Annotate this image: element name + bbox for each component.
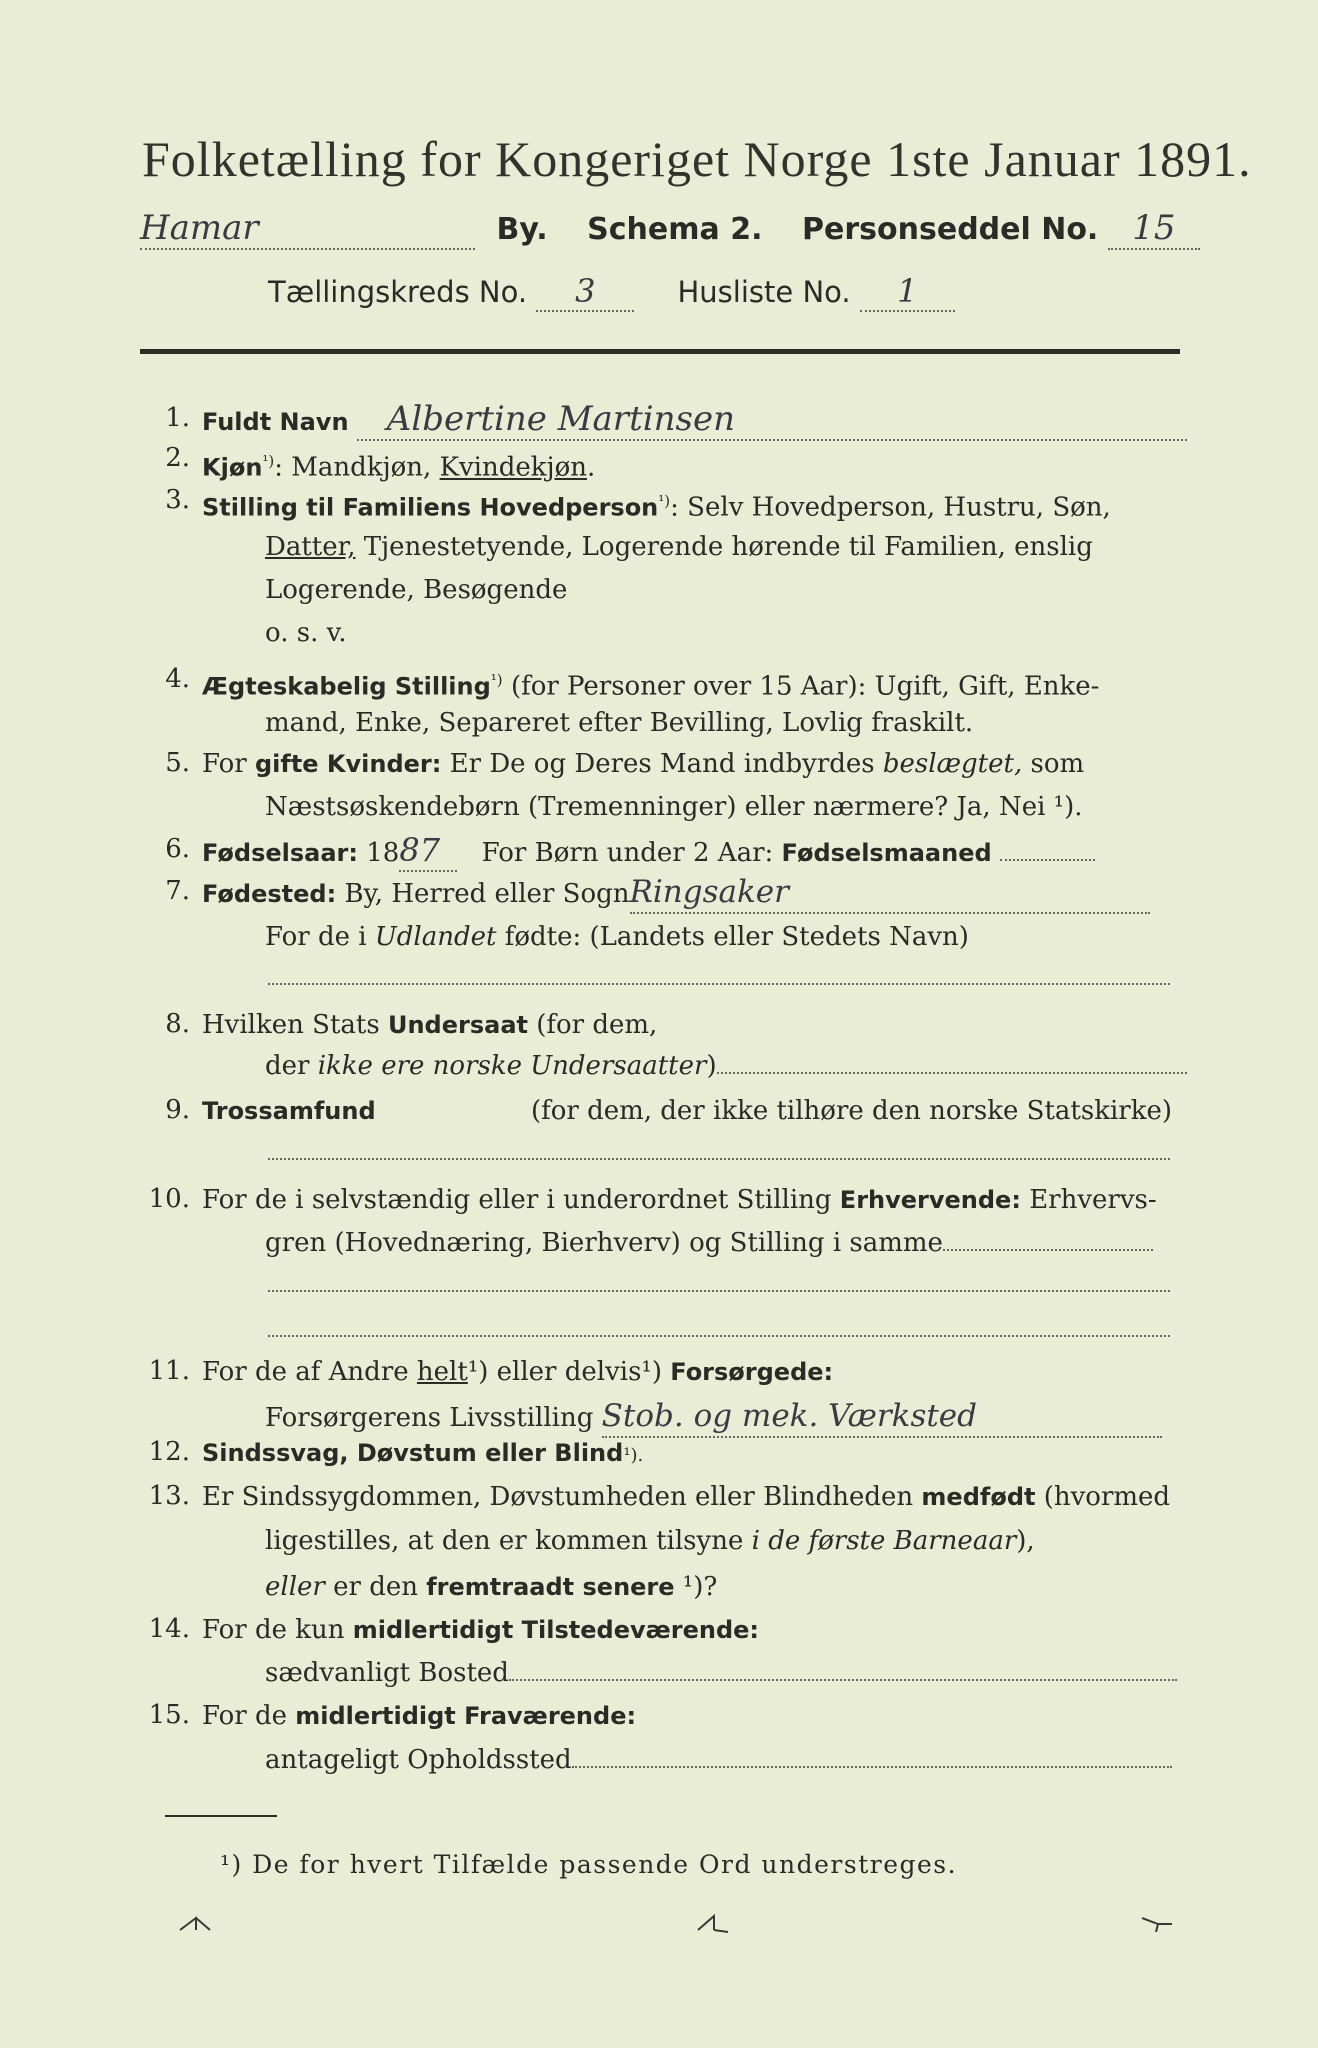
q3-line4: o. s. v. xyxy=(265,618,347,648)
q3-datter-underlined: Datter, xyxy=(265,532,356,562)
q9-blank-line xyxy=(268,1158,1170,1160)
schema-label: Schema 2. xyxy=(587,212,763,247)
taellingskreds-number: 3 xyxy=(536,272,634,312)
q10-line1-c: Erhvervs- xyxy=(1020,1185,1157,1215)
q13-number: 13. xyxy=(148,1481,190,1511)
q8-line1-c: (for dem, xyxy=(527,1010,658,1040)
q10-line1-b: Erhvervende: xyxy=(839,1186,1021,1214)
q12-row xyxy=(202,1433,643,1476)
q13-line3-italic: eller xyxy=(265,1572,325,1602)
q6-text-b: For Børn under 2 Aar: xyxy=(481,838,774,868)
q7-answer: Ringsaker xyxy=(630,872,1150,914)
q4-label: Ægteskabelig Stilling xyxy=(202,672,491,701)
q9-label: Trossamfund xyxy=(202,1097,376,1125)
q10-number: 10. xyxy=(148,1184,190,1214)
q14-line2-text: sædvanligt Bosted xyxy=(265,1658,509,1688)
q12-label: Sindssvag, Døvstum eller Blind xyxy=(202,1439,624,1467)
registration-mark-right xyxy=(1138,1912,1178,1936)
q13-line1-b: medfødt xyxy=(921,1483,1036,1511)
q6-prefix: 18 xyxy=(366,838,400,868)
q15-number: 15. xyxy=(148,1700,190,1730)
q7-number: 7. xyxy=(165,876,190,906)
q10-line2-text: gren (Hovednæring, Bierhverv) og Stilling i samme xyxy=(265,1228,943,1258)
q4-line1-rest: (for Personer over 15 Aar): Ugift, Gift, Enke- xyxy=(510,671,1100,702)
q7-line2-b: fødte: (Landets eller Stedets Navn) xyxy=(496,922,969,952)
q5-label-b: gifte Kvinder: xyxy=(254,750,442,778)
city-name: Hamar xyxy=(140,208,259,248)
q13-line1 xyxy=(202,1477,1170,1517)
q6-year: 87 xyxy=(399,830,457,872)
personseddel-label: Personseddel No. xyxy=(802,212,1099,247)
q6-month-field xyxy=(1000,859,1095,861)
q3-line2 xyxy=(265,527,1093,567)
footnote: ¹) De for hvert Tilfælde passende Ord understreges. xyxy=(220,1850,958,1879)
q10-line2 xyxy=(265,1223,1153,1263)
q5-label-a: For xyxy=(202,749,255,779)
q13-line1-a: Er Sindssygdommen, Døvstumheden eller Blindheden xyxy=(202,1482,922,1512)
q8-line1-a: Hvilken Stats xyxy=(202,1010,388,1040)
q15-line1-b: midlertidigt Fraværende: xyxy=(295,1702,637,1730)
q7-line2 xyxy=(265,917,969,957)
husliste-label: Husliste No. xyxy=(677,275,851,309)
q7-text-a: By, Herred eller Sogn xyxy=(344,879,630,909)
q8-line2 xyxy=(265,1046,1187,1086)
q4-line2: mand, Enke, Separeret efter Bevilling, Lovlig fraskilt. xyxy=(265,708,974,738)
q8-line2-italic: ikke ere norske Undersaatter xyxy=(317,1051,707,1081)
q11-line1 xyxy=(202,1352,833,1392)
q11-line1-a: For de af Andre xyxy=(202,1357,417,1387)
q5-line2: Næstsøskendebørn (Tremenninger) eller nærmere? Ja, Nei ¹). xyxy=(265,792,1083,822)
q14-line1-b: midlertidigt Tilstedeværende: xyxy=(352,1616,760,1644)
q11-answer: Stob. og mek. Værksted xyxy=(602,1396,1162,1438)
husliste-number: 1 xyxy=(860,272,955,312)
q1-row xyxy=(202,399,1187,442)
q5-number: 5. xyxy=(165,748,190,778)
q14-line1-a: For de kun xyxy=(202,1615,353,1645)
q11-line1-c: Forsørgede: xyxy=(670,1358,834,1386)
q13-line3-c: ¹)? xyxy=(674,1572,718,1602)
q13-line3-a: er den xyxy=(324,1572,427,1602)
q1-label: Fuldt Navn xyxy=(202,408,349,436)
personseddel-number: 15 xyxy=(1108,208,1200,250)
q11-line2 xyxy=(265,1396,1162,1438)
q2-sup: ¹) xyxy=(262,452,275,470)
q6-number: 6. xyxy=(165,834,190,864)
form-title: Folketælling for Kongeriget Norge 1ste Januar 1891. xyxy=(142,131,1252,187)
q11-helt-underlined: helt xyxy=(416,1357,468,1387)
q7-line2-italic: Udlandet xyxy=(374,922,497,952)
q10-field xyxy=(943,1249,1153,1251)
registration-mark-center xyxy=(694,1910,734,1936)
by-label: By. xyxy=(496,212,548,247)
header-row xyxy=(140,208,1200,250)
registration-mark-left xyxy=(176,1912,216,1936)
q9-line1 xyxy=(202,1091,1172,1131)
q6-label-b: Fødselsmaaned xyxy=(781,839,992,867)
q6-label: Fødselsaar: xyxy=(202,839,358,867)
q2-kvindekjon-underlined: Kvindekjøn xyxy=(439,452,587,483)
footnote-rule xyxy=(165,1815,277,1817)
q2-number: 2. xyxy=(165,443,190,473)
q8-number: 8. xyxy=(165,1009,190,1039)
q13-line2-b: ), xyxy=(1016,1526,1035,1556)
q14-field xyxy=(509,1679,1177,1681)
q11-line2-text: Forsørgerens Livsstilling xyxy=(265,1403,594,1433)
q13-line3 xyxy=(265,1567,717,1607)
q1-answer: Albertine Martinsen xyxy=(357,399,1187,441)
q14-line2 xyxy=(265,1653,1177,1693)
q4-sup: ¹) xyxy=(490,671,503,689)
q7-line1 xyxy=(202,872,1150,914)
q13-line3-b: fremtraadt senere xyxy=(426,1573,675,1601)
q13-line2 xyxy=(265,1521,1035,1561)
q12-sup: ¹). xyxy=(623,1445,644,1466)
q2-text-c: . xyxy=(586,452,596,483)
q14-number: 14. xyxy=(148,1614,190,1644)
district-row xyxy=(268,272,955,312)
q10-blank-line-1 xyxy=(268,1290,1170,1292)
q4-line1 xyxy=(202,660,1099,707)
header-rule xyxy=(140,349,1180,354)
q10-line1 xyxy=(202,1180,1157,1220)
q5-line1-end: som xyxy=(1022,749,1085,779)
q5-line1-rest: Er De og Deres Mand indbyrdes xyxy=(441,749,883,779)
q15-line2-text: antageligt Opholdssted xyxy=(265,1745,572,1775)
q13-line2-a: ligestilles, at den er kommen tilsyne xyxy=(265,1526,752,1556)
q13-line1-c: (hvormed xyxy=(1035,1482,1171,1512)
q2-text-a: : Mandkjøn, xyxy=(274,452,440,483)
q3-line1-rest: : Selv Hovedperson, Hustru, Søn, xyxy=(670,492,1111,523)
q14-line1 xyxy=(202,1610,759,1650)
q9-number: 9. xyxy=(165,1095,190,1125)
q5-italic: beslægtet, xyxy=(882,749,1023,779)
q10-line1-a: For de i selvstændig eller i underordnet Stilling xyxy=(202,1185,840,1215)
q8-line1 xyxy=(202,1005,657,1045)
q13-line2-italic: i de første Barneaar xyxy=(751,1526,1017,1556)
q7-label: Fødested: xyxy=(202,880,337,908)
q3-label: Stilling til Familiens Hovedperson xyxy=(202,493,659,522)
q3-sup: ¹) xyxy=(658,492,671,510)
city-field xyxy=(140,208,475,250)
q7-blank-line xyxy=(268,983,1170,985)
q3-number: 3. xyxy=(165,485,190,515)
q8-field xyxy=(717,1072,1187,1074)
q8-line2-b: ) xyxy=(706,1051,717,1081)
q11-number: 11. xyxy=(148,1356,190,1386)
q5-line1 xyxy=(202,744,1084,784)
q3-line3: Logerende, Besøgende xyxy=(265,575,568,605)
taellingskreds-label: Tællingskreds No. xyxy=(268,275,528,309)
q15-line1 xyxy=(202,1696,636,1736)
q4-number: 4. xyxy=(165,664,190,694)
q9-text: (for dem, der ikke tilhøre den norske Statskirke) xyxy=(530,1096,1172,1126)
q8-line2-a: der xyxy=(265,1051,318,1081)
q3-line1 xyxy=(202,481,1177,528)
q15-line1-a: For de xyxy=(202,1701,296,1731)
q12-number: 12. xyxy=(148,1437,190,1467)
q1-number: 1. xyxy=(165,403,190,433)
q15-field xyxy=(572,1766,1172,1768)
q7-line2-a: For de i xyxy=(265,922,375,952)
q3-line2-rest: Tjenestetyende, Logerende hørende til Familien, enslig xyxy=(363,532,1093,562)
q6-row xyxy=(202,830,1095,873)
q15-line2 xyxy=(265,1740,1172,1780)
q11-line1-b: ¹) eller delvis¹) xyxy=(467,1357,671,1387)
q10-blank-line-2 xyxy=(268,1335,1170,1337)
q2-label: Kjøn xyxy=(202,453,263,482)
q8-line1-b: Undersaat xyxy=(387,1011,528,1039)
